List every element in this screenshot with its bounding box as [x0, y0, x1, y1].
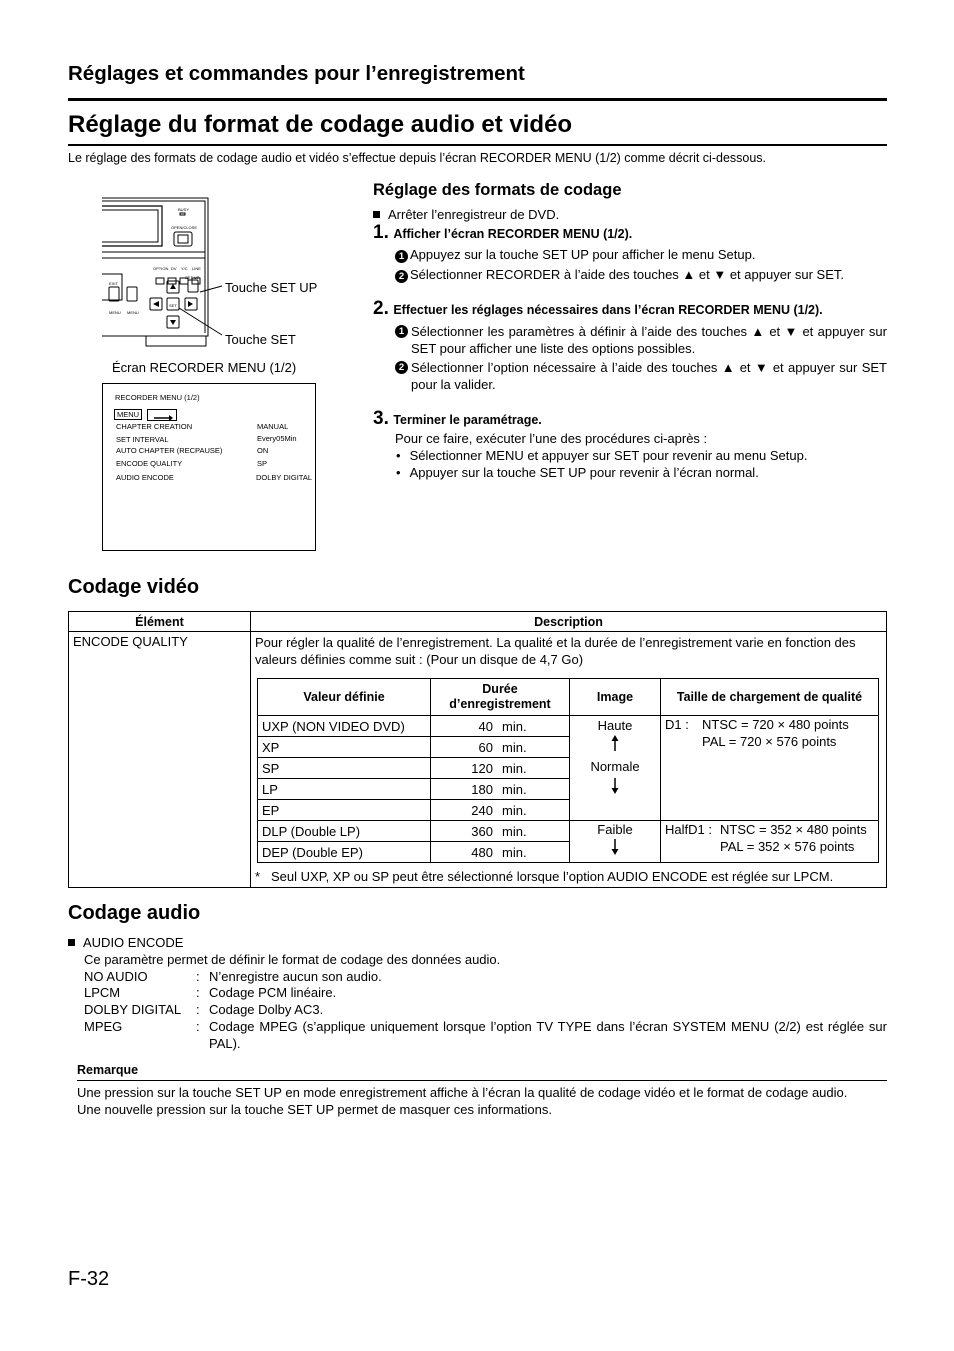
- option-colon: :: [196, 1002, 200, 1017]
- number-badge-icon: 1: [395, 325, 408, 338]
- option-colon: :: [196, 1019, 200, 1034]
- number-badge-icon: 2: [395, 270, 408, 283]
- table-cell: DLP (Double LP): [258, 821, 431, 842]
- step-2-b: [395, 359, 887, 393]
- menu-row-value: MANUAL: [257, 422, 289, 431]
- svg-text:OPEN/CLOSE: OPEN/CLOSE: [171, 225, 198, 230]
- audio-option: [84, 984, 887, 1001]
- intro-text: Le réglage des formats de codage audio et vidéo s’effectue depuis l’écran RECORDER MENU (1/2) comme décrit ci-dessous.: [68, 151, 767, 165]
- duration-value: 240: [471, 802, 493, 818]
- d1-ntsc: NTSC = 720 × 480 points: [702, 717, 849, 732]
- option-colon: :: [196, 985, 200, 1000]
- option-name: DOLBY DIGITAL: [84, 1002, 182, 1017]
- screen-title: RECORDER MENU (1/2): [115, 393, 200, 402]
- duration-value: 360: [471, 823, 493, 839]
- table-cell: EP: [258, 800, 431, 821]
- menu-row-value: ON: [257, 446, 269, 455]
- menu-row-item: AUDIO ENCODE: [116, 473, 174, 482]
- video-note: [255, 868, 882, 885]
- step-1-a: [395, 246, 887, 263]
- halfd1-pal: PAL = 352 × 576 points: [720, 839, 855, 854]
- svg-text:SET: SET: [169, 303, 177, 308]
- arrow-down-icon: [570, 776, 660, 798]
- audio-option: [84, 968, 887, 985]
- image-low-cell: [570, 821, 661, 863]
- halfd1-line: [665, 821, 874, 838]
- duration-value: 60: [478, 739, 493, 755]
- menu-row-item: AUTO CHAPTER (RECPAUSE): [116, 446, 223, 455]
- col-description-header: Description: [251, 612, 887, 632]
- callout-setup-label: Touche SET UP: [225, 280, 318, 295]
- step-3: [373, 408, 887, 430]
- d1-line: [665, 716, 874, 733]
- menu-row-value: Every05Min: [257, 434, 297, 443]
- svg-text:DV: DV: [171, 266, 177, 271]
- description-cell: [251, 632, 887, 888]
- bullet-text: Appuyer sur la touche SET UP pour revenir à l’écran normal.: [409, 465, 759, 480]
- video-table: [68, 611, 887, 888]
- audio-option: [84, 1018, 887, 1052]
- option-name: NO AUDIO: [84, 969, 148, 984]
- step-text: Sélectionner l’option nécessaire à l’aide des touches ▲ et ▼ et appuyer sur SET pour la valider.: [411, 360, 887, 392]
- svg-text:BUSY: BUSY: [178, 207, 189, 212]
- note-text: Seul UXP, XP ou SP peut être sélectionné lorsque l’option AUDIO ENCODE est réglée sur LPCM.: [271, 869, 834, 884]
- d1-label: D1 :: [665, 717, 689, 732]
- step-3-text: Pour ce faire, exécuter l’une des procédures ci-après :: [395, 431, 708, 446]
- duration-unit: min.: [502, 718, 527, 734]
- step-3-bullet: [396, 464, 759, 481]
- duration-unit: min.: [502, 844, 527, 860]
- duration-value: 120: [471, 760, 493, 776]
- table-cell: DEP (Double EP): [258, 842, 431, 863]
- step-2: [373, 298, 887, 320]
- menu-row-value: SP: [257, 459, 268, 468]
- bullet-dot: •: [396, 465, 401, 480]
- step-text: Appuyez sur la touche SET UP pour afficher le menu Setup.: [410, 247, 756, 262]
- option-desc: Codage MPEG (s’applique uniquement lorsque l’option TV TYPE dans l’écran SYSTEM MENU (2/2) est réglée sur PAL).: [209, 1019, 887, 1051]
- menu-row-item: CHAPTER CREATION: [116, 422, 193, 431]
- number-badge-icon: 2: [395, 361, 408, 374]
- procedure-title: Réglage des formats de codage: [373, 181, 622, 199]
- remark-line: Une pression sur la touche SET UP en mode enregistrement affiche à l’écran la qualité de codage vidéo et le format de codage audio.: [77, 1085, 848, 1100]
- divider: [77, 1080, 887, 1081]
- duration-value: 40: [478, 718, 493, 734]
- step-title: Terminer le paramétrage.: [393, 413, 542, 427]
- screen-caption: Écran RECORDER MENU (1/2): [112, 360, 297, 375]
- menu-row-value: DOLBY DIGITAL: [256, 473, 312, 482]
- halfd1-label: HalfD1 :: [665, 822, 712, 837]
- step-number: 1.: [373, 222, 389, 243]
- svg-text:MENU: MENU: [127, 310, 139, 315]
- note-star: *: [255, 869, 261, 884]
- remark-line: Une nouvelle pression sur la touche SET UP permet de masquer ces informations.: [77, 1102, 552, 1117]
- bullet-dot: •: [396, 448, 401, 463]
- duration-unit: min.: [502, 739, 527, 755]
- prereq-text: Arrêter l’enregistreur de DVD.: [388, 207, 560, 222]
- audio-option: [84, 1001, 887, 1018]
- duration-cell: [431, 779, 570, 800]
- inner-header: Durée d’enregistrement: [431, 679, 570, 716]
- step-3-bullet: [396, 447, 807, 464]
- duration-unit: min.: [502, 802, 527, 818]
- step-title: Afficher l’écran RECORDER MENU (1/2).: [393, 227, 633, 241]
- remark-title: Remarque: [77, 1063, 139, 1077]
- step-text: Sélectionner RECORDER à l’aide des touches ▲ et ▼ et appuyer sur SET.: [410, 267, 844, 282]
- duration-unit: min.: [502, 823, 527, 839]
- menu-tag: [114, 409, 142, 420]
- prereq: [373, 206, 559, 223]
- arrow-down-icon-svg: [610, 838, 620, 856]
- page-number: F-32: [68, 1268, 110, 1290]
- page-title: Réglage du format de codage audio et vidéo: [68, 111, 573, 138]
- menu-tag-label: MENU: [117, 410, 140, 419]
- section-title: Réglages et commandes pour l’enregistrement: [68, 62, 525, 85]
- d1-cell: [661, 716, 879, 821]
- audio-item-label: AUDIO ENCODE: [83, 935, 184, 950]
- halfd1-ntsc: NTSC = 352 × 480 points: [720, 822, 867, 837]
- duration-cell: [431, 821, 570, 842]
- callout-set-label: Touche SET: [225, 332, 296, 347]
- arrow-up-icon: [570, 735, 660, 757]
- square-bullet-icon: [373, 211, 380, 218]
- arrow-down-icon-svg: [610, 776, 620, 794]
- encode-quality-table: [257, 678, 879, 863]
- duration-cell: [431, 758, 570, 779]
- square-bullet-icon: [68, 939, 75, 946]
- step-number: 3.: [373, 408, 389, 429]
- svg-text:LINE: LINE: [192, 266, 201, 271]
- svg-text:MENU: MENU: [109, 310, 121, 315]
- option-colon: :: [196, 969, 200, 984]
- inner-header: Taille de chargement de qualité: [661, 679, 879, 716]
- description-text: Pour régler la qualité de l’enregistrement. La qualité et la durée de l’enregistrement varie en fonction des valeurs définies comme suit : (Pour un disque de 4,7 Go): [255, 635, 856, 667]
- arrow-up-icon-svg: [610, 735, 620, 753]
- step-1-b: [395, 266, 887, 283]
- menu-row-item: SET INTERVAL: [116, 435, 169, 444]
- recorder-menu-screen: [102, 383, 316, 551]
- table-cell: UXP (NON VIDEO DVD): [258, 716, 431, 737]
- halfd1-cell: [661, 821, 879, 863]
- audio-item: [68, 934, 183, 951]
- divider: [68, 144, 887, 146]
- step-2-a: [395, 323, 887, 357]
- inner-header: Valeur définie: [258, 679, 431, 716]
- arrow-right-icon: [147, 409, 177, 421]
- arrow-down-icon: [570, 838, 660, 858]
- option-desc: N’enregistre aucun son audio.: [209, 969, 382, 984]
- option-desc: Codage PCM linéaire.: [209, 985, 337, 1000]
- duration-cell: [431, 737, 570, 758]
- option-name: MPEG: [84, 1019, 123, 1034]
- step-1: [373, 222, 887, 244]
- col-element-header: Élément: [69, 612, 251, 632]
- image-high: Haute: [597, 718, 633, 733]
- table-cell: LP: [258, 779, 431, 800]
- duration-unit: min.: [502, 781, 527, 797]
- duration-cell: [431, 800, 570, 821]
- step-title: Effectuer les réglages nécessaires dans l’écran RECORDER MENU (1/2).: [393, 303, 823, 317]
- duration-value: 480: [471, 844, 493, 860]
- bullet-text: Sélectionner MENU et appuyer sur SET pour revenir au menu Setup.: [409, 448, 808, 463]
- divider: [68, 98, 887, 101]
- svg-text:SET UP: SET UP: [185, 275, 200, 280]
- element-cell: [69, 632, 251, 888]
- image-low: Faible: [597, 822, 633, 837]
- menu-row-item: ENCODE QUALITY: [116, 459, 183, 468]
- duration-value: 180: [471, 781, 493, 797]
- svg-text:OPTION: OPTION: [153, 266, 169, 271]
- inner-header: Image: [570, 679, 661, 716]
- video-section-title: Codage vidéo: [68, 576, 200, 598]
- option-desc: Codage Dolby AC3.: [209, 1002, 324, 1017]
- svg-text:Y/C: Y/C: [181, 266, 188, 271]
- image-quality-cell: [570, 716, 661, 821]
- step-text: Sélectionner les paramètres à définir à l’aide des touches ▲ et ▼ et appuyer sur SET pour afficher une liste des options possibles.: [411, 324, 887, 356]
- duration-cell: [431, 716, 570, 737]
- number-badge-icon: 1: [395, 250, 408, 263]
- audio-section-title: Codage audio: [68, 902, 201, 924]
- element-value: ENCODE QUALITY: [73, 634, 188, 649]
- duration-cell: [431, 842, 570, 863]
- table-cell: SP: [258, 758, 431, 779]
- audio-intro: Ce paramètre permet de définir le format de codage des données audio.: [84, 952, 501, 967]
- step-number: 2.: [373, 298, 389, 319]
- table-cell: XP: [258, 737, 431, 758]
- duration-unit: min.: [502, 760, 527, 776]
- option-name: LPCM: [84, 985, 121, 1000]
- d1-pal: PAL = 720 × 576 points: [702, 734, 837, 749]
- image-normal: Normale: [590, 759, 640, 774]
- svg-text:EXIT: EXIT: [109, 281, 118, 286]
